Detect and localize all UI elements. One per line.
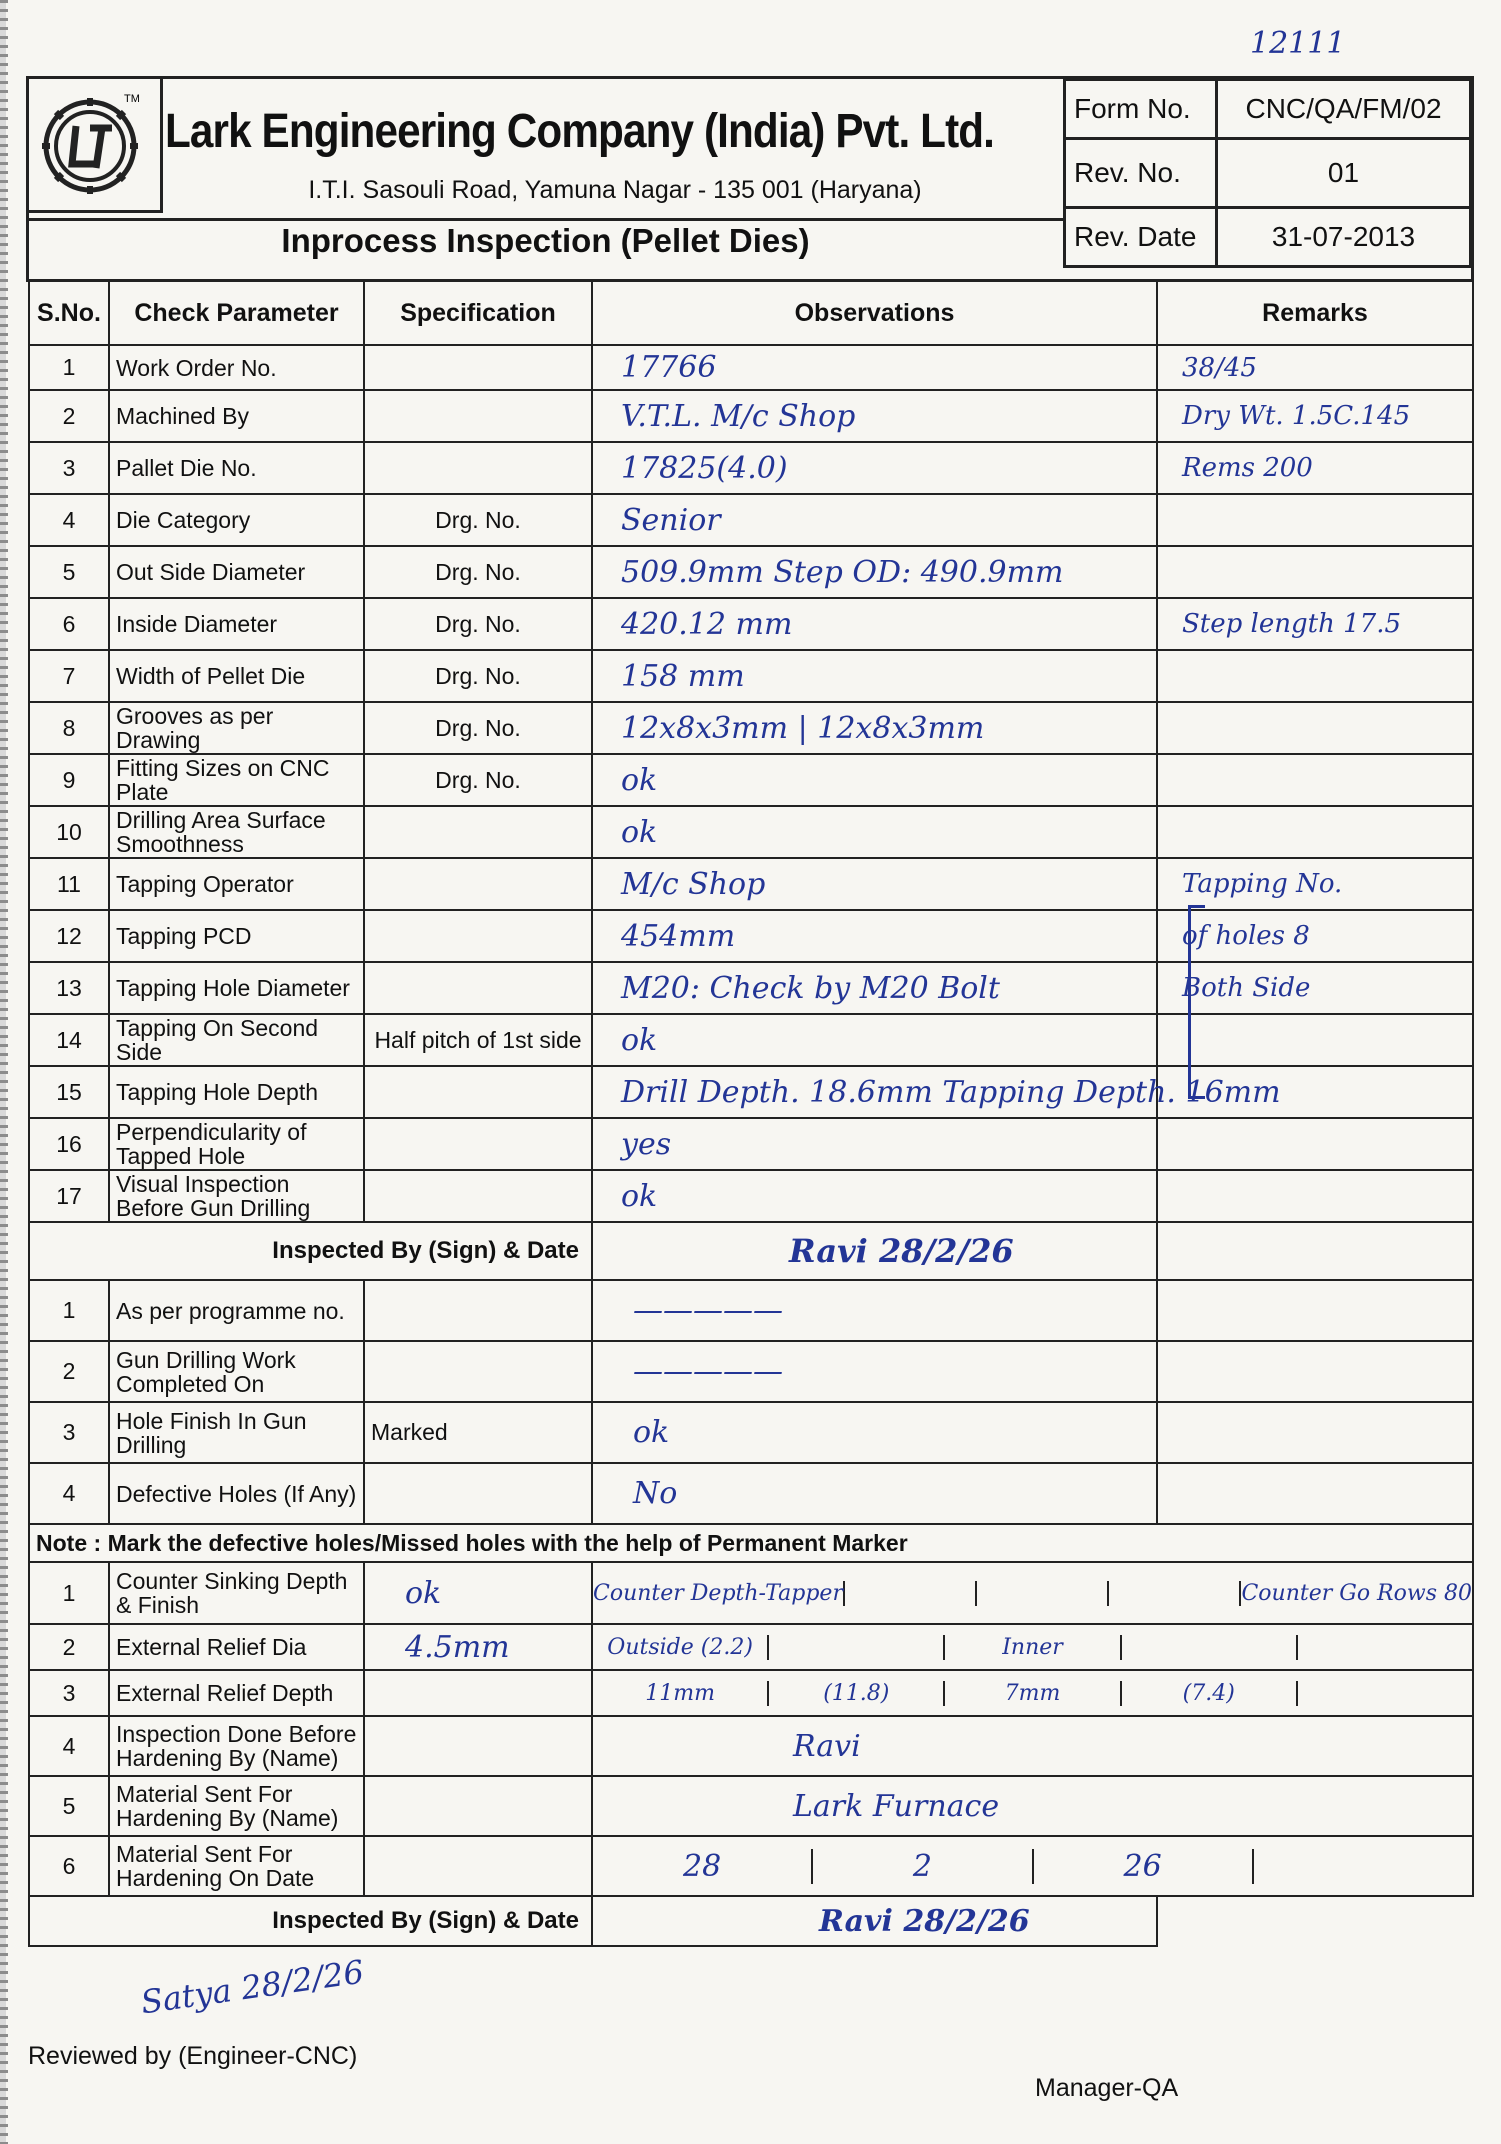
row-observation xyxy=(592,1776,1473,1836)
inspected-label-2: Inspected By (Sign) & Date xyxy=(29,1896,592,1946)
subgrid-cell xyxy=(593,1681,769,1706)
observation-handwriting: ok xyxy=(621,814,658,850)
row-observation xyxy=(592,650,1157,702)
row-subgrid-cell xyxy=(592,1562,1473,1624)
row-sno: 17 xyxy=(29,1170,109,1222)
row-spec-handwriting xyxy=(364,1670,592,1716)
table-row xyxy=(29,1341,1473,1402)
row-sno: 2 xyxy=(29,390,109,442)
subgrid-cell xyxy=(945,1681,1121,1706)
observation-handwriting: Lark Furnace xyxy=(793,1788,1000,1824)
row-parameter: Material Sent For Hardening On Date xyxy=(109,1836,364,1896)
inspected-remarks-cell xyxy=(1157,1222,1473,1280)
inspected-sign-cell-2 xyxy=(592,1896,1157,1946)
row-specification xyxy=(364,910,592,962)
subgrid-handwriting: Counter Depth-Tapper xyxy=(593,1580,843,1606)
subgrid-cell xyxy=(769,1635,945,1660)
row-remarks xyxy=(1157,1118,1473,1170)
meta-value: CNC/QA/FM/02 xyxy=(1217,80,1471,139)
row-sno: 5 xyxy=(29,1776,109,1836)
row-remarks xyxy=(1157,1170,1473,1222)
row-remarks xyxy=(1157,858,1473,910)
subgrid-cell xyxy=(845,1581,977,1606)
observation-handwriting: 509.9mm Step OD: 490.9mm xyxy=(621,554,1064,590)
spec-handwriting: 4.5mm xyxy=(405,1629,510,1665)
subgrid xyxy=(593,1681,1472,1706)
row-observation xyxy=(592,442,1157,494)
row-sno: 1 xyxy=(29,345,109,390)
table-row xyxy=(29,598,1473,650)
subgrid-handwriting: Outside (2.2) xyxy=(607,1634,753,1660)
table-row xyxy=(29,1066,1473,1118)
inspected-sign-cell xyxy=(592,1222,1157,1280)
row-specification xyxy=(364,1118,592,1170)
observation-handwriting: 17766 xyxy=(621,350,717,385)
row-observation xyxy=(592,1280,1157,1341)
row-remarks xyxy=(1157,1402,1473,1463)
section3-rows xyxy=(29,1562,1473,1896)
row-parameter: Visual Inspection Before Gun Drilling xyxy=(109,1170,364,1222)
subgrid-handwriting: Inner xyxy=(1002,1634,1063,1660)
row-subgrid-cell xyxy=(592,1670,1473,1716)
row-parameter: Die Category xyxy=(109,494,364,546)
row-sno: 4 xyxy=(29,1463,109,1524)
subgrid xyxy=(593,1581,1472,1606)
row-sno: 1 xyxy=(29,1562,109,1624)
observation-handwriting: ————— xyxy=(633,1293,783,1328)
row-specification: Drg. No. xyxy=(364,494,592,546)
table-row xyxy=(29,1280,1473,1341)
table-row xyxy=(29,806,1473,858)
row-parameter: As per programme no. xyxy=(109,1280,364,1341)
row-sno: 5 xyxy=(29,546,109,598)
note-prefix: Note : xyxy=(36,1529,102,1556)
meta-value: 01 xyxy=(1217,139,1471,208)
observation-handwriting: 158 mm xyxy=(621,658,745,694)
row-parameter: Counter Sinking Depth & Finish xyxy=(109,1562,364,1624)
row-sno: 7 xyxy=(29,650,109,702)
row-specification xyxy=(364,345,592,390)
note-text: Mark the defective holes/Missed holes with the help of Permanent Marker xyxy=(107,1529,908,1556)
row-specification: Drg. No. xyxy=(364,702,592,754)
subgrid-handwriting: Counter Go Rows 80 xyxy=(1241,1580,1472,1606)
table-row xyxy=(29,1118,1473,1170)
row-parameter: Tapping On Second Side xyxy=(109,1014,364,1066)
subgrid-handwriting: (7.4) xyxy=(1182,1680,1235,1706)
meta-value: 31-07-2013 xyxy=(1217,208,1471,267)
subgrid-cell xyxy=(977,1581,1109,1606)
row-specification xyxy=(364,1341,592,1402)
row-specification xyxy=(364,1836,592,1896)
section2-rows xyxy=(29,1280,1473,1524)
row-observation xyxy=(592,962,1157,1014)
row-observation xyxy=(592,702,1157,754)
row-sno: 6 xyxy=(29,1836,109,1896)
remarks-handwriting: Tapping No. xyxy=(1182,869,1343,899)
table-row xyxy=(29,650,1473,702)
row-remarks xyxy=(1157,345,1473,390)
reviewer-signature: Satya 28/2/26 xyxy=(138,1952,367,2022)
row-spec-handwriting xyxy=(364,1562,592,1624)
observation-handwriting: 12x8x3mm | 12x8x3mm xyxy=(621,710,985,746)
row-observation xyxy=(592,390,1157,442)
row-specification xyxy=(364,1066,592,1118)
observation-handwriting: Senior xyxy=(621,502,721,538)
col-header-obs: Observations xyxy=(592,281,1157,345)
remarks-handwriting: of holes 8 xyxy=(1182,921,1310,951)
title-divider xyxy=(28,218,1063,221)
inspected-row-1 xyxy=(29,1222,1473,1280)
subgrid-handwriting: (11.8) xyxy=(823,1680,890,1706)
observation-handwriting: Ravi xyxy=(793,1728,861,1764)
row-observation xyxy=(592,858,1157,910)
row-specification xyxy=(364,1463,592,1524)
observation-handwriting: ok xyxy=(621,1178,658,1214)
row-specification xyxy=(364,1716,592,1776)
table-row xyxy=(29,1463,1473,1524)
table-row xyxy=(29,910,1473,962)
row-parameter: Drilling Area Surface Smoothness xyxy=(109,806,364,858)
row-sno: 14 xyxy=(29,1014,109,1066)
observation-handwriting: V.T.L. M/c Shop xyxy=(621,398,856,434)
date-handwriting: 26 xyxy=(1123,1848,1162,1884)
row-spec-handwriting xyxy=(364,1624,592,1670)
table-row xyxy=(29,1776,1473,1836)
subgrid-cell xyxy=(1109,1581,1241,1606)
row-remarks xyxy=(1157,1280,1473,1341)
subgrid-cell xyxy=(1241,1581,1472,1606)
row-sno: 8 xyxy=(29,702,109,754)
row-specification xyxy=(364,858,592,910)
col-header-spec: Specification xyxy=(364,281,592,345)
row-sno: 9 xyxy=(29,754,109,806)
row-observation xyxy=(592,1066,1281,1118)
row-specification xyxy=(364,806,592,858)
date-part xyxy=(813,1849,1033,1884)
subgrid-cell xyxy=(945,1635,1121,1660)
table-row xyxy=(29,442,1473,494)
inspected-label: Inspected By (Sign) & Date xyxy=(29,1222,592,1280)
inspected-remarks-cell-2 xyxy=(1157,1896,1473,1946)
observation-handwriting: ok xyxy=(633,1415,670,1450)
observation-handwriting: ————— xyxy=(633,1354,783,1389)
row-observation xyxy=(592,598,1157,650)
section1-rows xyxy=(29,345,1473,1222)
row-remarks xyxy=(1157,650,1473,702)
meta-label: Rev. Date xyxy=(1065,208,1217,267)
row-observation xyxy=(592,806,1157,858)
observation-handwriting: ok xyxy=(621,1022,658,1058)
page-number: 12111 xyxy=(1250,26,1346,61)
row-observation xyxy=(592,1014,1157,1066)
row-date-cell xyxy=(592,1836,1473,1896)
row-remarks xyxy=(1157,754,1473,806)
subgrid-handwriting: 7mm xyxy=(1004,1680,1061,1706)
row-observation xyxy=(592,1716,1473,1776)
table-row xyxy=(29,1014,1473,1066)
row-sno: 13 xyxy=(29,962,109,1014)
date-grid xyxy=(593,1849,1472,1884)
row-parameter: External Relief Depth xyxy=(109,1670,364,1716)
table-row xyxy=(29,1402,1473,1463)
table-row xyxy=(29,345,1473,390)
row-specification: Drg. No. xyxy=(364,754,592,806)
row-sno: 15 xyxy=(29,1066,109,1118)
row-observation xyxy=(592,1341,1157,1402)
row-sno: 6 xyxy=(29,598,109,650)
observation-handwriting: M20: Check by M20 Bolt xyxy=(621,970,1000,1006)
meta-row-rev-no xyxy=(1065,139,1471,208)
row-specification xyxy=(364,1776,592,1836)
row-specification xyxy=(364,962,592,1014)
row-specification xyxy=(364,442,592,494)
spec-handwriting: ok xyxy=(405,1575,442,1611)
date-part xyxy=(1034,1849,1254,1884)
row-parameter: Gun Drilling Work Completed On xyxy=(109,1341,364,1402)
row-observation xyxy=(592,494,1157,546)
table-row xyxy=(29,754,1473,806)
observation-handwriting: 420.12 mm xyxy=(621,606,793,642)
date-part xyxy=(593,1849,813,1884)
observation-handwriting: ok xyxy=(621,762,658,798)
row-parameter: Tapping Hole Diameter xyxy=(109,962,364,1014)
observation-handwriting: 17825(4.0) xyxy=(621,450,788,486)
subgrid-cell xyxy=(1298,1635,1472,1660)
table-row xyxy=(29,1562,1473,1624)
row-remarks xyxy=(1157,494,1473,546)
row-sno: 2 xyxy=(29,1341,109,1402)
row-observation xyxy=(592,1463,1157,1524)
col-header-sno: S.No. xyxy=(29,281,109,345)
row-parameter: Machined By xyxy=(109,390,364,442)
row-remarks xyxy=(1157,806,1473,858)
perforated-edge xyxy=(0,0,8,2144)
note-row xyxy=(29,1524,1473,1562)
row-observation xyxy=(592,546,1157,598)
col-header-remarks: Remarks xyxy=(1157,281,1473,345)
row-observation xyxy=(592,910,1157,962)
row-specification: Drg. No. xyxy=(364,650,592,702)
row-subgrid-cell xyxy=(592,1624,1473,1670)
remarks-handwriting: Rems 200 xyxy=(1182,453,1313,483)
row-sno: 1 xyxy=(29,1280,109,1341)
row-remarks xyxy=(1157,442,1473,494)
remarks-handwriting: 38/45 xyxy=(1182,352,1257,383)
row-parameter: Defective Holes (If Any) xyxy=(109,1463,364,1524)
inspected-signature: Ravi 28/2/26 xyxy=(789,1232,1014,1270)
table-row xyxy=(29,1170,1473,1222)
manager-qa-label: Manager-QA xyxy=(1035,2074,1179,2102)
row-sno: 3 xyxy=(29,1670,109,1716)
row-parameter: Work Order No. xyxy=(109,345,364,390)
observation-handwriting: 454mm xyxy=(621,918,736,954)
row-sno: 3 xyxy=(29,1402,109,1463)
table-row xyxy=(29,1624,1473,1670)
table-row xyxy=(29,1670,1473,1716)
remarks-handwriting: Step length 17.5 xyxy=(1182,609,1401,639)
row-specification: Half pitch of 1st side xyxy=(364,1014,592,1066)
subgrid xyxy=(593,1635,1472,1660)
remarks-bracket xyxy=(1188,905,1205,1099)
inspected-signature-2: Ravi 28/2/26 xyxy=(819,1903,1030,1939)
row-sno: 4 xyxy=(29,1716,109,1776)
row-observation xyxy=(592,1170,1157,1222)
row-parameter: Inspection Done Before Hardening By (Name) xyxy=(109,1716,364,1776)
date-blank xyxy=(1254,1849,1472,1884)
subgrid-cell xyxy=(593,1581,845,1606)
row-remarks xyxy=(1157,702,1473,754)
observation-handwriting: Drill Depth. 18.6mm Tapping Depth. 16mm xyxy=(621,1074,1281,1110)
meta-label: Rev. No. xyxy=(1065,139,1217,208)
form-title: Inprocess Inspection (Pellet Dies) xyxy=(281,222,810,259)
table-row xyxy=(29,494,1473,546)
subgrid-cell xyxy=(769,1681,945,1706)
inspection-table xyxy=(28,280,1474,1947)
table-row xyxy=(29,546,1473,598)
row-specification xyxy=(364,390,592,442)
row-sno: 12 xyxy=(29,910,109,962)
table-row xyxy=(29,858,1473,910)
row-remarks xyxy=(1157,1341,1473,1402)
row-remarks xyxy=(1157,598,1473,650)
note-cell xyxy=(29,1524,1473,1562)
row-observation xyxy=(592,754,1157,806)
row-sno: 3 xyxy=(29,442,109,494)
observation-handwriting: No xyxy=(633,1476,678,1511)
row-sno: 16 xyxy=(29,1118,109,1170)
row-parameter: External Relief Dia xyxy=(109,1624,364,1670)
row-observation xyxy=(592,345,1157,390)
row-parameter: Hole Finish In Gun Drilling xyxy=(109,1402,364,1463)
row-observation xyxy=(592,1402,1157,1463)
date-handwriting: 28 xyxy=(683,1848,722,1884)
row-parameter: Inside Diameter xyxy=(109,598,364,650)
company-name: Lark Engineering Company (India) Pvt. Ltd. xyxy=(165,105,995,158)
table-header-row xyxy=(29,281,1473,345)
subgrid-cell xyxy=(593,1635,769,1660)
meta-row-rev-date xyxy=(1065,208,1471,267)
row-parameter: Fitting Sizes on CNC Plate xyxy=(109,754,364,806)
row-parameter: Out Side Diameter xyxy=(109,546,364,598)
row-observation xyxy=(592,1118,1157,1170)
row-remarks xyxy=(1157,546,1473,598)
table-row xyxy=(29,1716,1473,1776)
row-remarks xyxy=(1157,390,1473,442)
table-row xyxy=(29,702,1473,754)
table-row xyxy=(29,390,1473,442)
observation-handwriting: M/c Shop xyxy=(621,866,766,902)
meta-row-form-no xyxy=(1065,80,1471,139)
remarks-handwriting: Both Side xyxy=(1182,973,1311,1003)
subgrid-cell xyxy=(1122,1635,1298,1660)
row-sno: 2 xyxy=(29,1624,109,1670)
row-parameter: Perpendicularity of Tapped Hole xyxy=(109,1118,364,1170)
row-parameter: Pallet Die No. xyxy=(109,442,364,494)
subgrid-handwriting: 11mm xyxy=(645,1680,715,1706)
form-meta-table xyxy=(1063,78,1472,268)
row-parameter: Tapping PCD xyxy=(109,910,364,962)
row-remarks xyxy=(1157,1463,1473,1524)
svg-text:TM: TM xyxy=(124,93,140,105)
row-sno: 11 xyxy=(29,858,109,910)
inspected-row-2 xyxy=(29,1896,1473,1946)
subgrid-cell xyxy=(1122,1681,1298,1706)
row-parameter: Width of Pellet Die xyxy=(109,650,364,702)
row-parameter: Material Sent For Hardening By (Name) xyxy=(109,1776,364,1836)
row-parameter: Grooves as per Drawing xyxy=(109,702,364,754)
row-sno: 10 xyxy=(29,806,109,858)
reviewed-by-label: Reviewed by (Engineer-CNC) xyxy=(28,2042,358,2070)
remarks-handwriting: Dry Wt. 1.5C.145 xyxy=(1182,401,1411,431)
table-row xyxy=(29,962,1473,1014)
row-specification: Drg. No. xyxy=(364,598,592,650)
row-sno: 4 xyxy=(29,494,109,546)
col-header-param: Check Parameter xyxy=(109,281,364,345)
date-handwriting: 2 xyxy=(912,1848,932,1884)
company-address: I.T.I. Sasouli Road, Yamuna Nagar - 135 001 (Haryana) xyxy=(308,176,922,204)
table-row xyxy=(29,1836,1473,1896)
row-parameter: Tapping Hole Depth xyxy=(109,1066,364,1118)
row-specification xyxy=(364,1170,592,1222)
row-specification: Marked xyxy=(364,1402,592,1463)
observation-handwriting: yes xyxy=(621,1126,672,1162)
meta-label: Form No. xyxy=(1065,80,1217,139)
subgrid-cell xyxy=(1298,1681,1472,1706)
row-specification: Drg. No. xyxy=(364,546,592,598)
row-parameter: Tapping Operator xyxy=(109,858,364,910)
row-specification xyxy=(364,1280,592,1341)
